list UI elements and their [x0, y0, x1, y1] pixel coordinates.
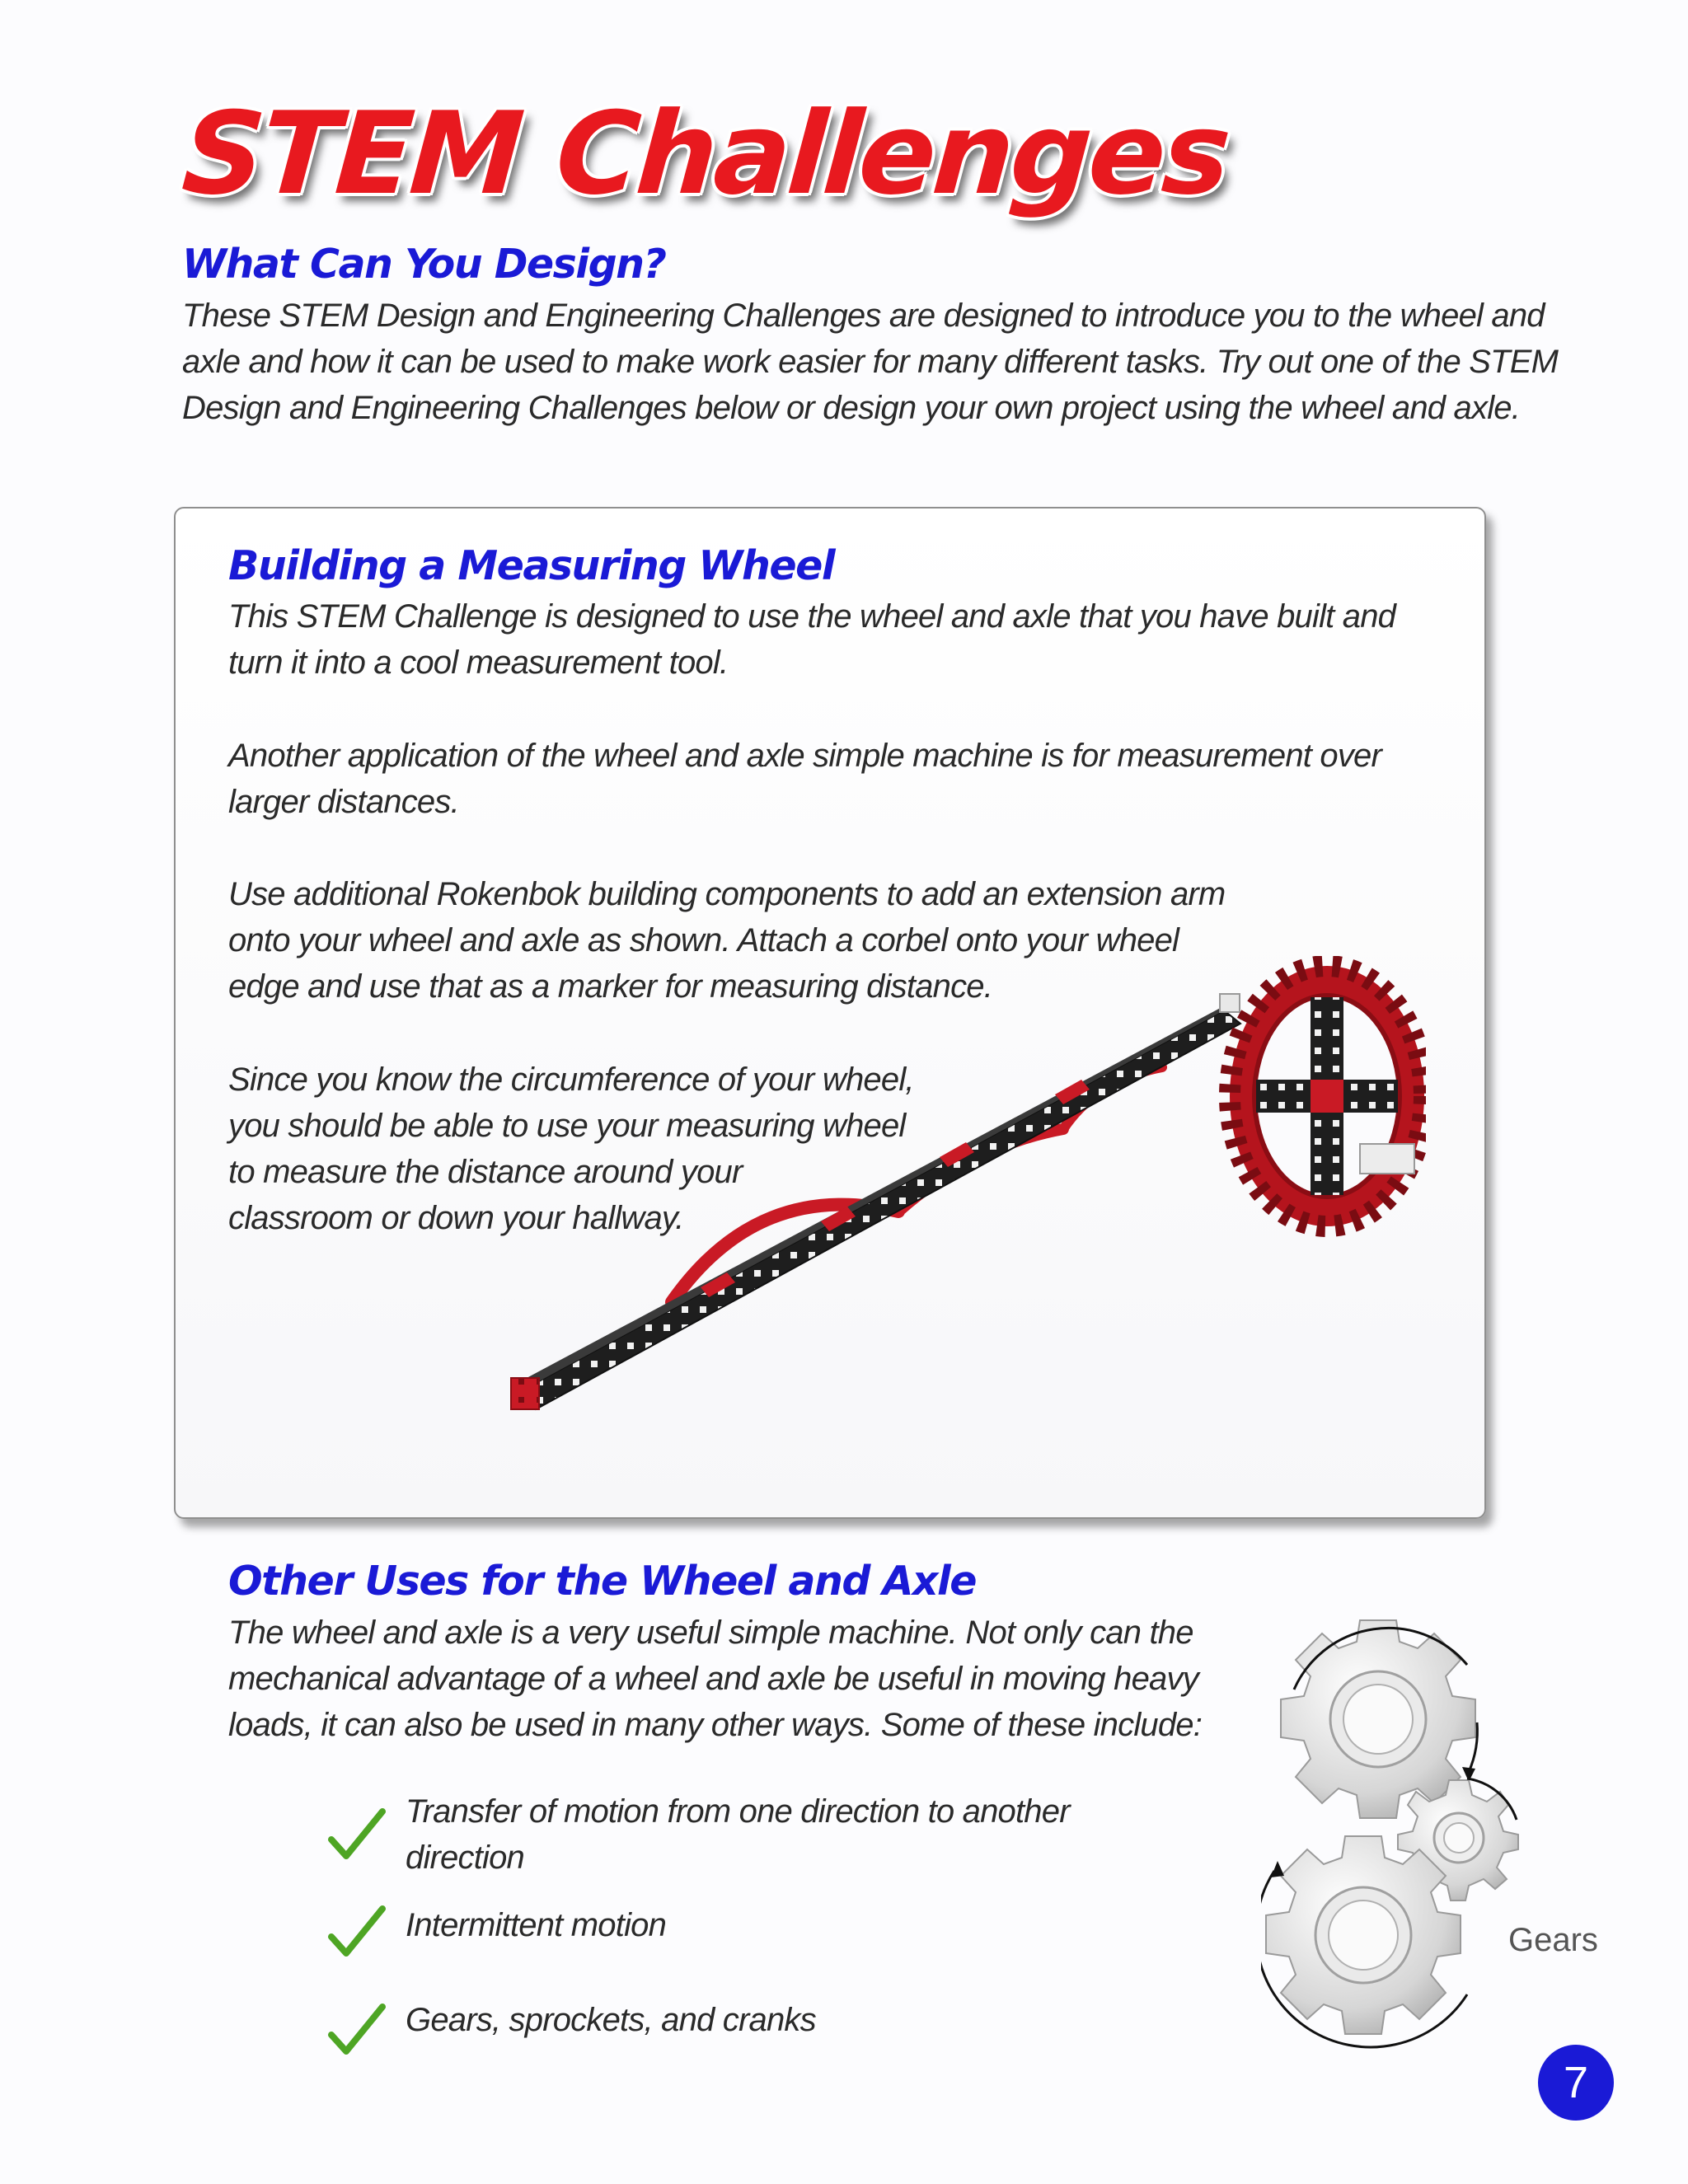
gears-illustration: [1261, 1599, 1541, 2060]
challenge-paragraph-1: [228, 593, 1432, 686]
page-title: STEM Challenges: [178, 87, 1232, 220]
text-line: Since you know the circumference of your wheel,: [228, 1062, 914, 1098]
text-line: Use additional Rokenbok building components to add an extension arm: [228, 876, 1226, 912]
other-uses-text: [228, 1610, 1217, 1748]
challenge-paragraph-2: [228, 733, 1432, 825]
list-item-label: [406, 1788, 1114, 1881]
gears-caption: Gears: [1508, 1922, 1598, 1958]
text-line: loads, it can also be used in many other ways. Some of these include:: [228, 1707, 1203, 1743]
list-item-label: Intermittent motion: [406, 1907, 667, 1943]
checkmark-icon: [326, 1805, 386, 1864]
checkmark-icon: [326, 1902, 386, 1961]
intro-line: These STEM Design and Engineering Challenges are designed to introduce you to the wheel and: [182, 298, 1545, 334]
text-line: mechanical advantage of a wheel and axle be useful in moving heavy: [228, 1661, 1198, 1697]
list-item-label: Gears, sprockets, and cranks: [406, 2002, 816, 2038]
text-line: turn it into a cool measurement tool.: [228, 644, 729, 681]
text-line: classroom or down your hallway.: [228, 1200, 684, 1236]
text-line: larger distances.: [228, 784, 459, 820]
text-line: direction: [406, 1840, 524, 1876]
other-uses-heading: Other Uses for the Wheel and Axle: [228, 1558, 977, 1605]
text-line: This STEM Challenge is designed to use the wheel and axle that you have built and: [228, 598, 1396, 635]
page-number: 7: [1538, 2045, 1614, 2121]
intro-line: axle and how it can be used to make work easier for many different tasks. Try out one of the STEM: [182, 344, 1559, 380]
challenge-heading: Building a Measuring Wheel: [228, 542, 835, 589]
text-line: Another application of the wheel and axle simple machine is for measurement over: [228, 738, 1382, 774]
intro-line: Design and Engineering Challenges below or design your own project using the wheel and axle.: [182, 390, 1521, 426]
text-line: The wheel and axle is a very useful simple machine. Not only can the: [228, 1615, 1193, 1651]
intro-heading: What Can You Design?: [182, 241, 666, 288]
text-line: edge and use that as a marker for measuring distance.: [228, 968, 993, 1005]
checkmark-icon: [326, 2000, 386, 2060]
text-line: Transfer of motion from one direction to another: [406, 1793, 1070, 1830]
text-line: to measure the distance around your: [228, 1154, 743, 1190]
text-line: onto your wheel and axle as shown. Attach a corbel onto your wheel: [228, 922, 1179, 958]
text-line: you should be able to use your measuring wheel: [228, 1108, 906, 1144]
measuring-wheel-illustration: [495, 956, 1426, 1434]
intro-text: [182, 293, 1600, 431]
